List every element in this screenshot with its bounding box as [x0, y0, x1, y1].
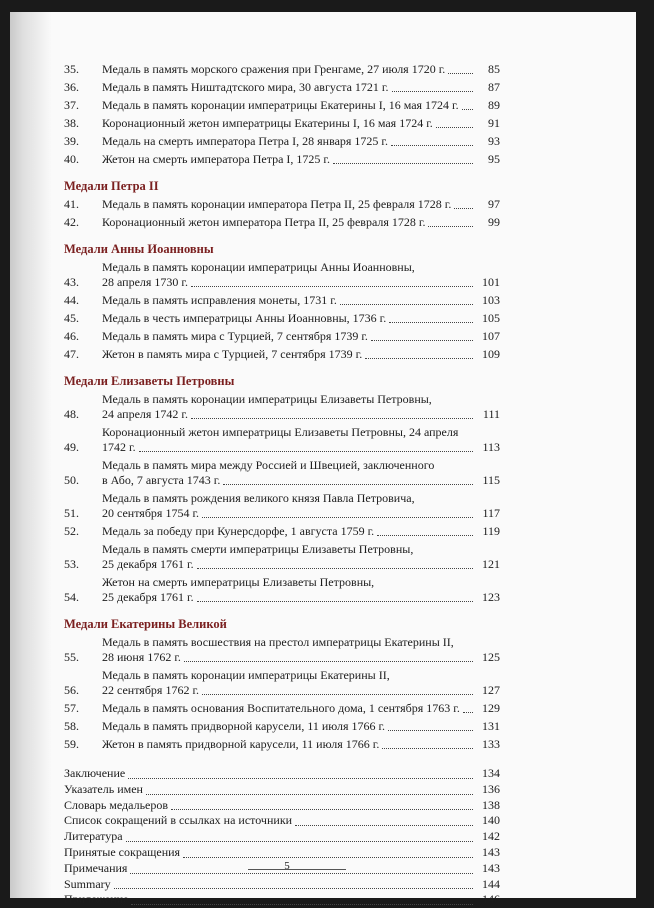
toc-entry — [64, 491, 500, 521]
entry-title: 1742 г. — [102, 440, 136, 454]
toc-entry — [64, 329, 500, 344]
toc-entry — [64, 524, 500, 539]
toc-entry — [64, 668, 500, 698]
dot-leader — [448, 73, 473, 74]
entry-number: 57. — [64, 701, 79, 715]
entry-page-number: 131 — [482, 719, 500, 733]
entry-page-number: 129 — [482, 701, 500, 715]
back-matter-entry — [64, 766, 500, 782]
dot-leader — [462, 109, 473, 110]
back-matter-page-number: 143 — [482, 860, 500, 875]
entry-title: в Або, 7 августа 1743 г. — [102, 473, 221, 487]
entry-number: 56. — [64, 683, 79, 697]
entry-page-number: 115 — [482, 473, 500, 487]
entry-page-number: 123 — [482, 590, 500, 604]
entry-number: 38. — [64, 116, 79, 130]
entry-page-number: 93 — [488, 134, 500, 148]
back-matter-title: Указатель имен — [64, 781, 143, 796]
back-matter-entry — [64, 845, 500, 861]
entry-number: 59. — [64, 737, 79, 751]
dot-leader — [223, 484, 473, 485]
entry-number: 35. — [64, 62, 79, 76]
footer-rule — [248, 869, 346, 870]
dot-leader — [171, 809, 473, 810]
back-matter-page-number: 138 — [482, 797, 500, 812]
back-matter-page-number: 134 — [482, 766, 500, 780]
entry-page-number: 95 — [488, 152, 500, 166]
entry-page-number: 99 — [488, 215, 500, 229]
entry-page-number: 85 — [488, 62, 500, 76]
dot-leader — [371, 340, 473, 341]
toc-entry — [64, 80, 500, 95]
entry-title: 28 апреля 1730 г. — [102, 275, 188, 289]
entry-number: 50. — [64, 473, 79, 487]
back-matter-title: Примечания — [64, 860, 128, 875]
toc-entry — [64, 215, 500, 230]
entry-title: 20 сентября 1754 г. — [102, 506, 200, 520]
dot-leader — [463, 712, 473, 713]
section-heading: Медали Елизаветы Петровны — [64, 374, 235, 388]
toc-entry — [64, 347, 500, 362]
dot-leader — [131, 904, 473, 905]
entry-title: 25 декабря 1761 г. — [102, 557, 194, 571]
entry-title: Жетон на смерть императрицы Елизаветы Петровны, — [102, 575, 375, 589]
back-matter-page-number: 144 — [482, 876, 500, 891]
entry-page-number: 121 — [482, 557, 500, 571]
entry-number: 54. — [64, 590, 79, 604]
back-matter-entry — [64, 798, 500, 814]
entry-title: Медаль в память мира с Турцией, 7 сентября 1739 г. — [102, 329, 368, 343]
entry-number: 49. — [64, 440, 79, 454]
dot-leader — [126, 841, 473, 842]
entry-page-number: 111 — [482, 407, 500, 421]
entry-title: Медаль в память основания Воспитательного дома, 1 сентября 1763 г. — [102, 701, 460, 715]
book-spine-shadow — [10, 12, 52, 898]
entry-number: 43. — [64, 275, 79, 289]
toc-entry — [64, 425, 500, 455]
dot-leader — [197, 568, 473, 569]
back-matter-entry — [64, 892, 500, 908]
dot-leader — [391, 145, 473, 146]
entry-number: 47. — [64, 347, 79, 361]
entry-page-number: 127 — [482, 683, 500, 697]
toc-entry — [64, 311, 500, 326]
entry-number: 40. — [64, 152, 79, 166]
dot-leader — [295, 825, 473, 826]
entry-title: Медаль в память исправления монеты, 1731 г. — [102, 293, 337, 307]
entry-number: 55. — [64, 650, 79, 664]
entry-title: Медаль в память коронации императора Петра II, 25 февраля 1728 г. — [102, 197, 452, 211]
entry-title: Медаль в память коронации императрицы Анны Иоанновны, — [102, 260, 415, 274]
dot-leader — [202, 517, 473, 518]
dot-leader — [333, 163, 473, 164]
toc-entry — [64, 701, 500, 716]
entry-title: Медаль за победу при Кунерсдорфе, 1 августа 1759 г. — [102, 524, 375, 538]
entry-title: Медаль в память коронации императрицы Елизаветы Петровны, — [102, 392, 432, 406]
entry-title: Медаль в память коронации императрицы Екатерины I, 16 мая 1724 г. — [102, 98, 459, 112]
entry-page-number: 113 — [482, 440, 500, 454]
dot-leader — [392, 91, 474, 92]
back-matter-title: Литература — [64, 829, 123, 844]
dot-leader — [202, 694, 473, 695]
entry-page-number: 125 — [482, 650, 500, 664]
toc-entry — [64, 635, 500, 665]
entry-page-number: 97 — [488, 197, 500, 211]
entry-title: Медаль в память придворной карусели, 11 июля 1766 г. — [102, 719, 386, 733]
entry-page-number: 89 — [488, 98, 500, 112]
entry-number: 58. — [64, 719, 79, 733]
back-matter-page-number: 142 — [482, 829, 500, 844]
entry-page-number: 117 — [482, 506, 500, 520]
entry-title: 28 июня 1762 г. — [102, 650, 181, 664]
back-matter-title: Список сокращений в ссылках на источники — [64, 813, 293, 828]
toc-entry — [64, 152, 500, 167]
entry-page-number: 101 — [482, 275, 500, 289]
entry-title: Медаль на смерть императора Петра I, 28 января 1725 г. — [102, 134, 388, 148]
toc-entry — [64, 575, 500, 605]
dot-leader — [340, 304, 473, 305]
back-matter-title: Принятые сокращения — [64, 844, 181, 859]
entry-number: 37. — [64, 98, 79, 112]
entry-title: Медаль в честь императрицы Анны Иоанновны, 1736 г. — [102, 311, 387, 325]
entry-page-number: 109 — [482, 347, 500, 361]
entry-number: 53. — [64, 557, 79, 571]
entry-number: 45. — [64, 311, 79, 325]
dot-leader — [436, 127, 473, 128]
book-page — [10, 12, 636, 907]
dot-leader — [428, 226, 473, 227]
entry-number: 51. — [64, 506, 79, 520]
back-matter-title: Summary — [64, 876, 111, 891]
toc-entry — [64, 98, 500, 113]
dot-leader — [382, 748, 473, 749]
entry-title: 24 апреля 1742 г. — [102, 407, 188, 421]
entry-page-number: 107 — [482, 329, 500, 343]
dot-leader — [130, 873, 473, 874]
entry-title: Медаль в память восшествия на престол императрицы Екатерины II, — [102, 635, 454, 649]
dot-leader — [184, 661, 473, 662]
entry-title: Медаль в память рождения великого князя Павла Петровича, — [102, 491, 415, 505]
entry-title: Коронационный жетон императрицы Екатерины I, 16 мая 1724 г. — [102, 116, 433, 130]
entry-title: Жетон в память мира с Турцией, 7 сентября 1739 г. — [102, 347, 363, 361]
toc-entry — [64, 719, 500, 734]
entry-number: 46. — [64, 329, 79, 343]
entry-number: 52. — [64, 524, 79, 538]
entry-title: Коронационный жетон императрицы Елизаветы Петровны, 24 апреля — [102, 425, 459, 439]
entry-number: 42. — [64, 215, 79, 229]
entry-number: 41. — [64, 197, 79, 211]
entry-title: Жетон в память придворной карусели, 11 июля 1766 г. — [102, 737, 380, 751]
back-matter-entry — [64, 813, 500, 829]
entry-number: 44. — [64, 293, 79, 307]
toc-entry — [64, 458, 500, 488]
entry-title: Медаль в память смерти императрицы Елизаветы Петровны, — [102, 542, 414, 556]
section-heading: Медали Екатерины Великой — [64, 617, 227, 631]
entry-number: 36. — [64, 80, 79, 94]
back-matter-title: Приложение — [64, 892, 129, 907]
back-matter-page-number: 136 — [482, 781, 500, 796]
toc-entry — [64, 62, 500, 77]
dot-leader — [114, 888, 473, 889]
dot-leader — [365, 358, 473, 359]
toc-entry — [64, 134, 500, 149]
entry-page-number: 119 — [482, 524, 500, 538]
entry-number: 39. — [64, 134, 79, 148]
dot-leader — [183, 857, 473, 858]
entry-number: 48. — [64, 407, 79, 421]
entry-title: Медаль в память морского сражения при Гренгаме, 27 июля 1720 г. — [102, 62, 446, 76]
entry-title: Медаль в память мира между Россией и Швецией, заключенного — [102, 458, 435, 472]
toc-entry — [64, 260, 500, 290]
back-matter-entry — [64, 829, 500, 845]
toc-entry — [64, 392, 500, 422]
entry-title: 22 сентября 1762 г. — [102, 683, 200, 697]
entry-page-number: 105 — [482, 311, 500, 325]
entry-page-number: 103 — [482, 293, 500, 307]
toc-entry — [64, 116, 500, 131]
back-matter-entry — [64, 782, 500, 798]
section-heading: Медали Анны Иоанновны — [64, 242, 214, 256]
back-matter-list — [64, 766, 500, 908]
toc-entry — [64, 542, 500, 572]
page-number: 5 — [284, 860, 290, 872]
dot-leader — [191, 286, 473, 287]
dot-leader — [128, 778, 473, 779]
dot-leader — [191, 418, 473, 419]
dot-leader — [454, 208, 473, 209]
entry-page-number: 133 — [482, 737, 500, 751]
back-matter-page-number: 140 — [482, 813, 500, 828]
entry-page-number: 87 — [488, 80, 500, 94]
dot-leader — [139, 451, 473, 452]
section-heading: Медали Петра II — [64, 179, 159, 193]
dot-leader — [389, 322, 473, 323]
dot-leader — [388, 730, 473, 731]
entry-title: Жетон на смерть императора Петра I, 1725 г. — [102, 152, 330, 166]
entry-title: 25 декабря 1761 г. — [102, 590, 194, 604]
toc-entry — [64, 197, 500, 212]
back-matter-page-number: 143 — [482, 844, 500, 859]
dot-leader — [197, 601, 473, 602]
back-matter-title: Словарь медальеров — [64, 797, 169, 812]
entry-title: Коронационный жетон императора Петра II, 25 февраля 1728 г. — [102, 215, 426, 229]
dot-leader — [377, 535, 473, 536]
entry-title: Медаль в память Ништадтского мира, 30 августа 1721 г. — [102, 80, 389, 94]
entry-page-number: 91 — [488, 116, 500, 130]
back-matter-entry — [64, 877, 500, 893]
back-matter-title: Заключение — [64, 766, 126, 780]
dot-leader — [146, 794, 473, 795]
table-of-contents — [64, 62, 500, 908]
toc-entry — [64, 293, 500, 308]
toc-entry — [64, 737, 500, 752]
entry-title: Медаль в память коронации императрицы Екатерины II, — [102, 668, 390, 682]
back-matter-page-number: 146 — [482, 892, 500, 907]
